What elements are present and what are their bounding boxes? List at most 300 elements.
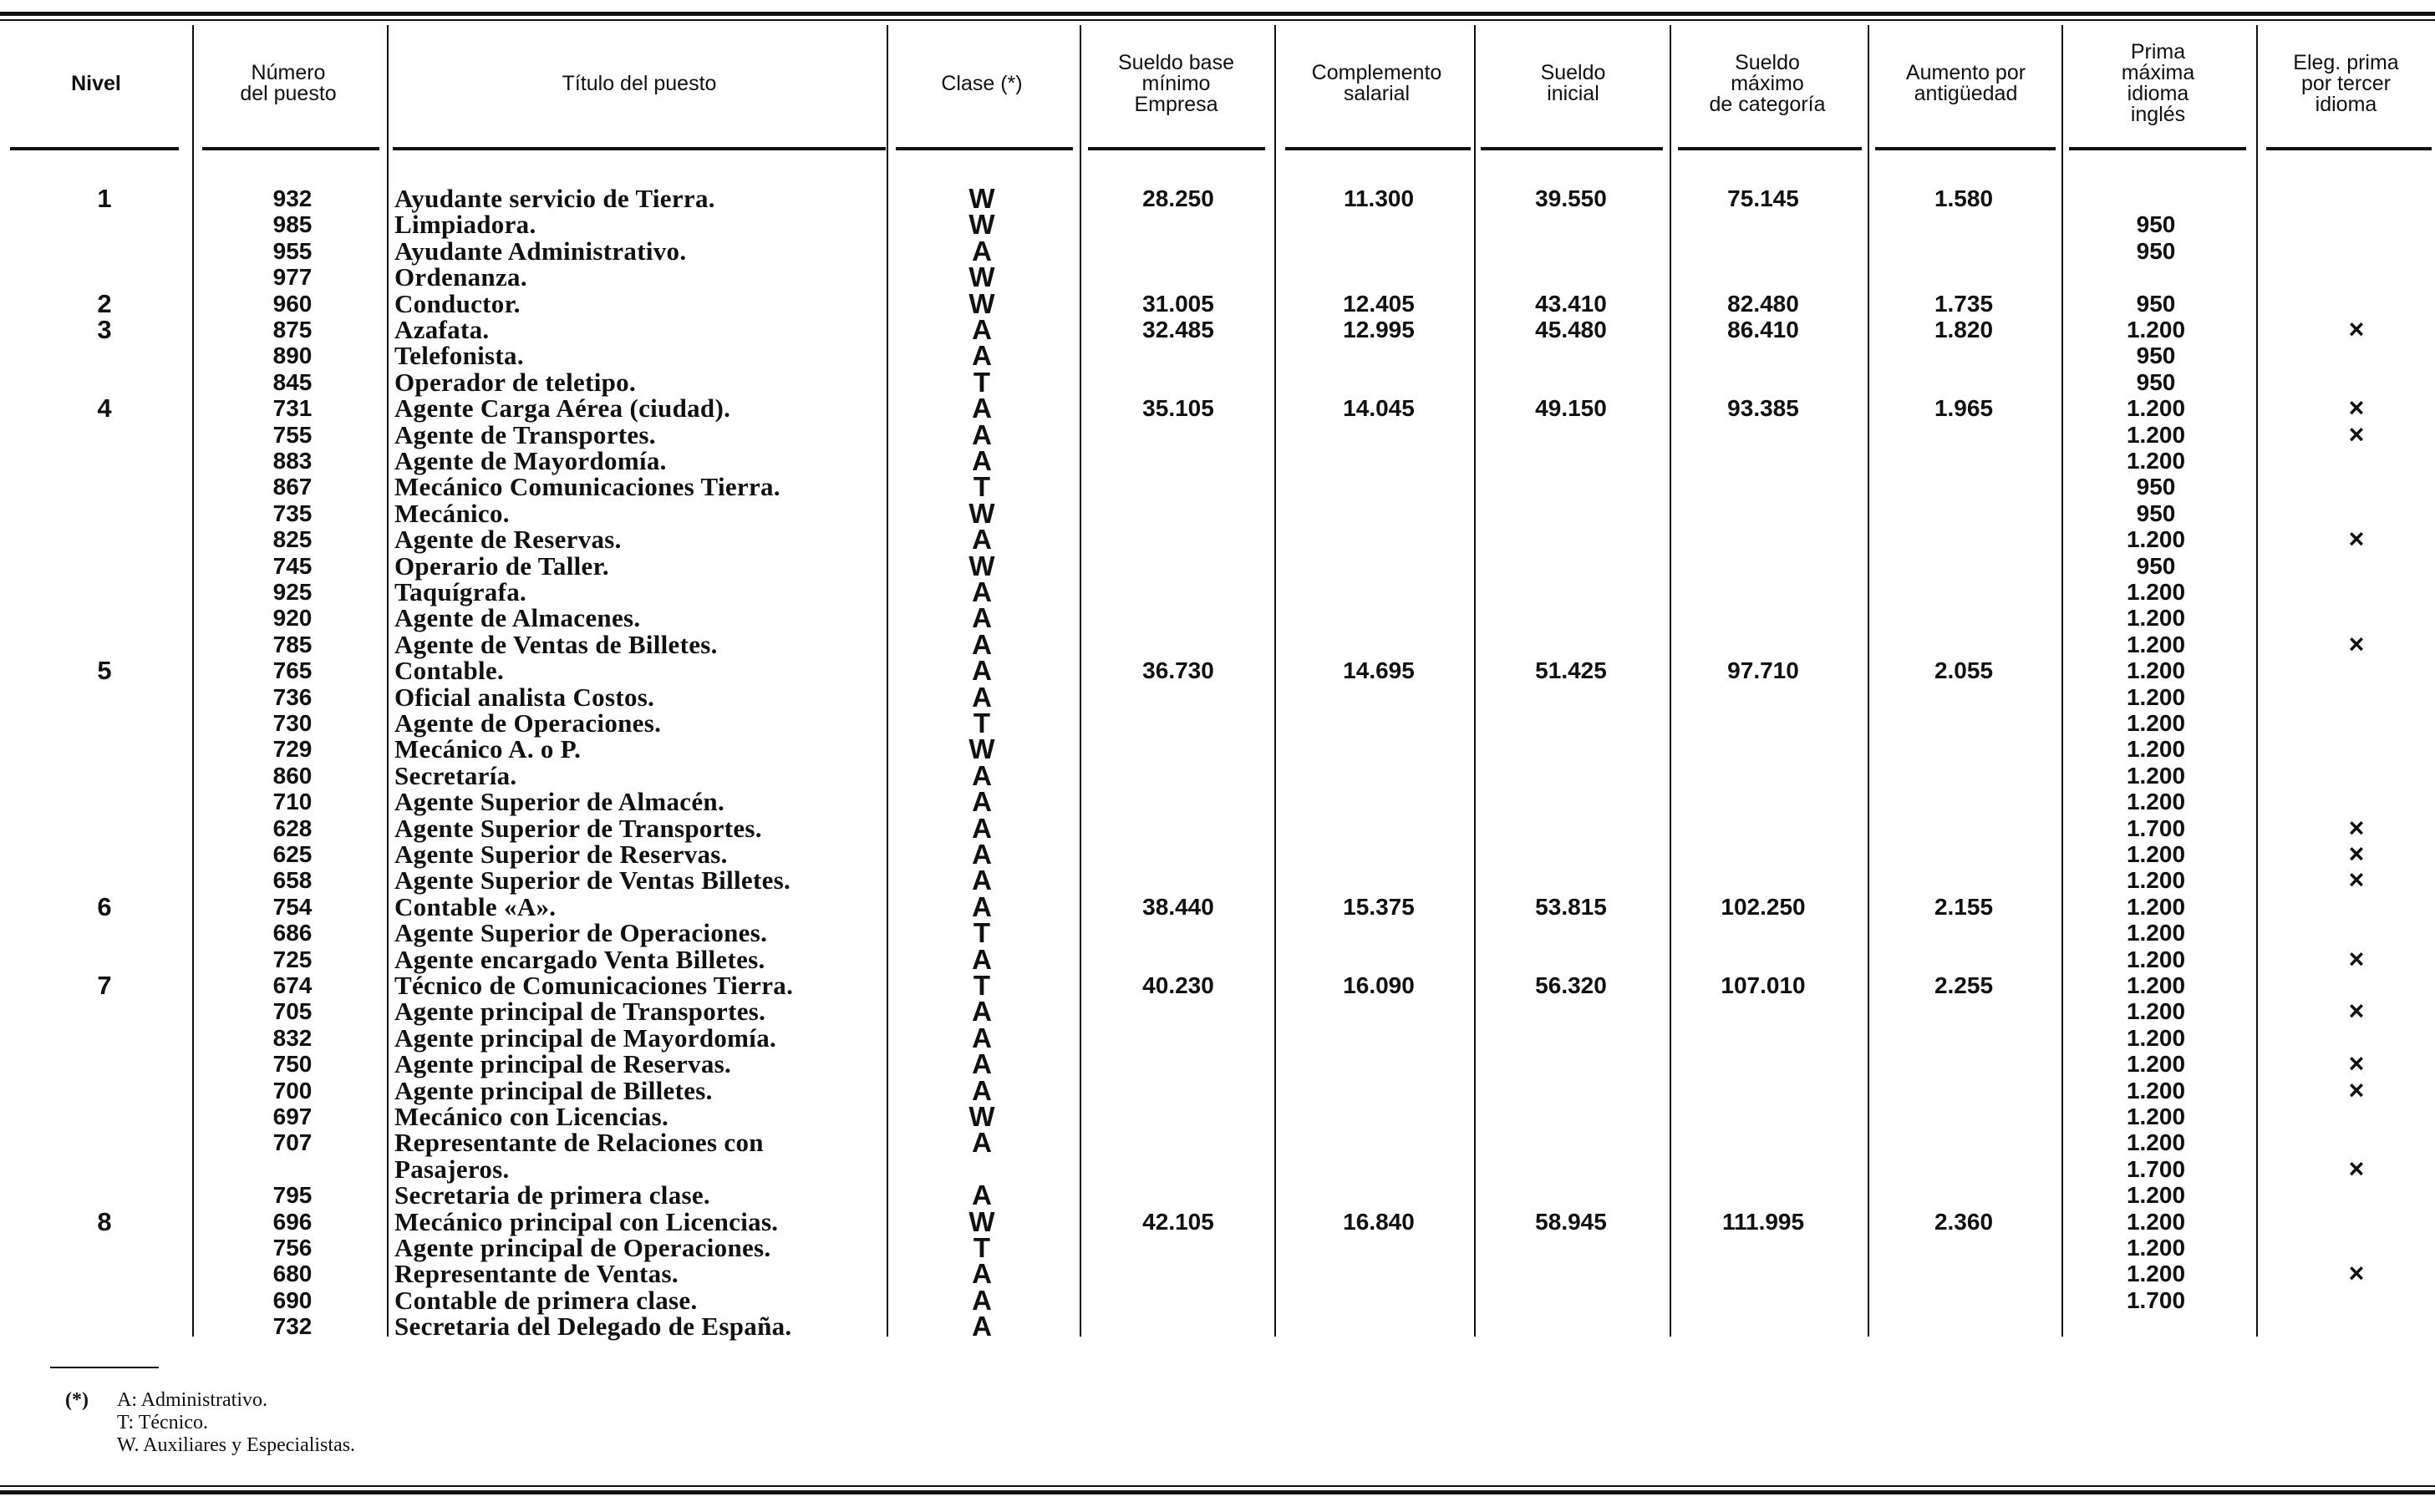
cell-nivel xyxy=(84,342,125,368)
cell-clase: T xyxy=(973,471,991,502)
header-numero: Número del puesto xyxy=(240,61,337,105)
cell-aumento xyxy=(1880,342,2047,368)
cell-sueldo-maximo xyxy=(1680,1104,1847,1129)
table-row xyxy=(0,1048,2435,1079)
cell-aumento xyxy=(1880,238,2047,264)
cell-nivel xyxy=(84,684,125,710)
cell-sueldo-inicial xyxy=(1487,841,1655,867)
cell-aumento: 2.055 xyxy=(1934,657,1994,683)
table-row xyxy=(0,471,2435,502)
cell-nivel xyxy=(84,1078,125,1104)
cell-prima: 1.200 xyxy=(2126,1051,2186,1077)
cell-complemento xyxy=(1295,1261,1462,1286)
cell-sueldo-maximo xyxy=(1680,1261,1847,1286)
cell-prima: 1.700 xyxy=(2126,1156,2186,1182)
cell-aumento xyxy=(1880,1078,2047,1104)
cell-sueldo-maximo xyxy=(1680,605,1847,631)
cell-complemento xyxy=(1295,736,1462,762)
cell-numero: 731 xyxy=(272,395,313,421)
cell-eleg-mark xyxy=(2315,238,2398,264)
header-nivel: Nivel xyxy=(71,71,121,95)
cell-eleg-mark xyxy=(2315,185,2398,211)
cell-sueldo-maximo xyxy=(1680,710,1847,736)
cell-numero: 680 xyxy=(272,1261,313,1286)
header-sueldo-inicial: Sueldo inicial xyxy=(1540,61,1606,105)
cell-sueldo-inicial xyxy=(1487,211,1655,237)
cell-sueldo-maximo xyxy=(1680,448,1847,474)
cell-complemento xyxy=(1295,553,1462,579)
cell-eleg-mark xyxy=(2315,1287,2398,1313)
cell-aumento xyxy=(1880,841,2047,867)
cell-clase: T xyxy=(973,367,991,398)
cell-aumento xyxy=(1880,1182,2047,1208)
cell-sueldo-base xyxy=(1095,1156,1262,1182)
cell-sueldo-maximo xyxy=(1680,1287,1847,1313)
cell-eleg-mark xyxy=(2315,500,2398,526)
table-row xyxy=(0,1022,2435,1053)
cell-numero: 625 xyxy=(272,841,313,867)
cell-titulo: Técnico de Comunicaciones Tierra. xyxy=(394,971,794,1000)
cell-sueldo-maximo xyxy=(1680,1235,1847,1261)
cell-clase: W xyxy=(968,498,995,529)
cell-sueldo-inicial xyxy=(1487,500,1655,526)
cell-complemento xyxy=(1295,684,1462,710)
cell-clase: W xyxy=(968,1206,995,1237)
cell-clase xyxy=(944,1156,1019,1182)
cell-complemento: 11.300 xyxy=(1343,185,1415,211)
cell-titulo: Azafata. xyxy=(394,315,490,344)
cell-complemento xyxy=(1295,841,1462,867)
cell-prima xyxy=(2072,185,2239,211)
cell-clase: A xyxy=(972,340,992,371)
cell-numero: 955 xyxy=(272,238,313,264)
cell-sueldo-inicial xyxy=(1487,448,1655,474)
cell-aumento xyxy=(1880,474,2047,500)
cell-clase: A xyxy=(972,629,992,660)
cell-nivel: 1 xyxy=(97,184,112,213)
cell-sueldo-base xyxy=(1095,867,1262,893)
cell-sueldo-maximo xyxy=(1680,474,1847,500)
cell-titulo: Contable «A». xyxy=(394,892,557,921)
table-row xyxy=(0,1156,2435,1182)
cell-numero: 690 xyxy=(272,1287,313,1313)
cell-sueldo-base xyxy=(1095,1078,1262,1104)
cell-eleg-mark xyxy=(2315,684,2398,710)
cell-numero: 628 xyxy=(272,815,313,841)
cell-complemento xyxy=(1295,448,1462,474)
cell-sueldo-inicial xyxy=(1487,998,1655,1024)
cell-complemento xyxy=(1295,605,1462,631)
cell-aumento xyxy=(1880,998,2047,1024)
footnote-rule xyxy=(50,1367,159,1368)
cell-aumento xyxy=(1880,369,2047,395)
cell-complemento: 16.090 xyxy=(1343,972,1415,998)
cell-sueldo-maximo: 102.250 xyxy=(1721,894,1806,920)
cell-sueldo-base xyxy=(1095,422,1262,448)
cell-aumento xyxy=(1880,1129,2047,1155)
cell-nivel xyxy=(84,264,125,290)
header-sueldo-base: Sueldo base mínimo Empresa xyxy=(1117,50,1234,116)
cell-prima: 1.200 xyxy=(2126,1209,2186,1235)
cell-numero: 925 xyxy=(272,579,313,605)
cell-aumento xyxy=(1880,1235,2047,1261)
cell-complemento xyxy=(1295,211,1462,237)
cell-complemento xyxy=(1295,1313,1462,1339)
cell-numero: 750 xyxy=(272,1051,313,1077)
cell-clase: A xyxy=(972,944,992,975)
cell-complemento xyxy=(1295,474,1462,500)
cell-nivel xyxy=(84,1235,125,1261)
cell-sueldo-inicial xyxy=(1487,264,1655,290)
cell-titulo: Agente de Operaciones. xyxy=(394,708,662,738)
table-row xyxy=(0,367,2435,398)
cell-sueldo-maximo xyxy=(1680,998,1847,1024)
cell-prima: 950 xyxy=(2136,553,2176,579)
cell-aumento xyxy=(1880,448,2047,474)
cell-complemento xyxy=(1295,369,1462,395)
cell-titulo: Agente de Ventas de Billetes. xyxy=(394,630,718,659)
cell-sueldo-base: 40.230 xyxy=(1142,972,1214,998)
cell-sueldo-base xyxy=(1095,1261,1262,1286)
table-row xyxy=(0,238,2435,264)
footnote-line: W. Auxiliares y Especialistas. xyxy=(117,1434,356,1456)
cell-nivel: 5 xyxy=(97,656,112,685)
cell-aumento xyxy=(1880,1287,2047,1313)
cell-clase: A xyxy=(972,236,992,266)
cell-numero: 785 xyxy=(272,632,313,657)
cell-titulo: Mecánico Comunicaciones Tierra. xyxy=(394,472,780,501)
table-row xyxy=(0,839,2435,870)
cell-sueldo-inicial: 43.410 xyxy=(1535,291,1607,317)
cell-clase: A xyxy=(972,1180,992,1210)
cell-titulo: Pasajeros. xyxy=(394,1154,510,1184)
cell-prima: 1.200 xyxy=(2126,736,2186,762)
cell-sueldo-inicial: 53.815 xyxy=(1535,894,1607,920)
cell-sueldo-inicial xyxy=(1487,736,1655,762)
cell-prima: 1.200 xyxy=(2126,448,2186,474)
header-titulo: Título del puesto xyxy=(562,71,717,95)
cell-titulo: Conductor. xyxy=(394,289,521,318)
cell-numero: 696 xyxy=(272,1209,313,1235)
cell-clase: W xyxy=(968,288,995,319)
cell-titulo: Agente principal de Mayordomía. xyxy=(394,1023,777,1053)
header-underline xyxy=(1481,147,1663,150)
cell-sueldo-base xyxy=(1095,815,1262,841)
footnote-line: T: Técnico. xyxy=(117,1412,208,1433)
cell-complemento xyxy=(1295,1129,1462,1155)
cell-sueldo-inicial xyxy=(1487,526,1655,552)
cell-prima: 1.200 xyxy=(2126,684,2186,710)
cell-titulo: Agente principal de Billetes. xyxy=(394,1076,713,1105)
cell-eleg-mark: × xyxy=(2348,419,2365,449)
cell-nivel xyxy=(84,1156,125,1182)
cell-eleg-mark xyxy=(2315,579,2398,605)
cell-eleg-mark: × xyxy=(2348,393,2365,423)
table-row xyxy=(0,1285,2435,1316)
cell-numero xyxy=(226,1156,359,1182)
cell-numero: 825 xyxy=(272,526,313,552)
table-row xyxy=(0,1311,2435,1342)
cell-prima: 950 xyxy=(2136,369,2176,395)
cell-sueldo-maximo xyxy=(1680,342,1847,368)
cell-sueldo-base xyxy=(1095,553,1262,579)
cell-clase: A xyxy=(972,813,992,844)
cell-complemento: 14.045 xyxy=(1343,395,1415,421)
cell-complemento xyxy=(1295,867,1462,893)
cell-sueldo-base xyxy=(1095,841,1262,867)
cell-eleg-mark: × xyxy=(2348,524,2365,554)
cell-prima: 1.200 xyxy=(2126,789,2186,814)
cell-complemento xyxy=(1295,789,1462,814)
cell-sueldo-inicial xyxy=(1487,946,1655,972)
cell-complemento xyxy=(1295,342,1462,368)
cell-eleg-mark xyxy=(2315,553,2398,579)
cell-aumento xyxy=(1880,526,2047,552)
cell-aumento xyxy=(1880,1025,2047,1051)
cell-aumento xyxy=(1880,736,2047,762)
cell-sueldo-maximo xyxy=(1680,264,1847,290)
cell-complemento xyxy=(1295,579,1462,605)
cell-complemento xyxy=(1295,264,1462,290)
bottom-rule-thin xyxy=(0,1485,2435,1487)
cell-aumento: 1.735 xyxy=(1934,291,1994,317)
cell-sueldo-base xyxy=(1095,500,1262,526)
cell-sueldo-maximo: 97.710 xyxy=(1727,657,1799,683)
cell-sueldo-inicial xyxy=(1487,1078,1655,1104)
cell-prima: 1.200 xyxy=(2126,894,2186,920)
cell-titulo: Secretaria del Delegado de España. xyxy=(394,1312,792,1341)
cell-sueldo-maximo xyxy=(1680,1129,1847,1155)
cell-prima: 1.200 xyxy=(2126,422,2186,448)
cell-prima: 1.200 xyxy=(2126,395,2186,421)
cell-eleg-mark xyxy=(2315,1025,2398,1051)
cell-sueldo-base xyxy=(1095,1104,1262,1129)
cell-titulo: Agente Superior de Transportes. xyxy=(394,814,762,843)
cell-titulo: Agente de Mayordomía. xyxy=(394,446,667,475)
cell-sueldo-inicial xyxy=(1487,1025,1655,1051)
cell-prima: 1.200 xyxy=(2126,579,2186,605)
cell-aumento xyxy=(1880,1313,2047,1339)
cell-numero: 765 xyxy=(272,657,313,683)
cell-sueldo-maximo xyxy=(1680,1182,1847,1208)
cell-sueldo-base xyxy=(1095,1235,1262,1261)
cell-numero: 658 xyxy=(272,867,313,893)
cell-aumento xyxy=(1880,553,2047,579)
cell-titulo: Telefonista. xyxy=(394,341,524,370)
cell-sueldo-base xyxy=(1095,632,1262,657)
cell-prima xyxy=(2072,1313,2239,1339)
cell-eleg-mark: × xyxy=(2348,1048,2365,1078)
cell-aumento xyxy=(1880,1051,2047,1077)
header-underline xyxy=(2069,147,2246,150)
header-complemento: Complemento salarial xyxy=(1311,61,1442,105)
cell-nivel: 3 xyxy=(97,315,112,344)
cell-clase: W xyxy=(968,733,995,764)
cell-sueldo-maximo: 93.385 xyxy=(1727,395,1799,421)
table-row xyxy=(0,524,2435,555)
cell-numero: 860 xyxy=(272,763,313,789)
cell-numero: 960 xyxy=(272,291,313,317)
cell-clase: A xyxy=(972,996,992,1027)
cell-eleg-mark xyxy=(2315,448,2398,474)
cell-prima xyxy=(2072,264,2239,290)
cell-aumento xyxy=(1880,1156,2047,1182)
table-row xyxy=(0,209,2435,240)
cell-prima: 1.200 xyxy=(2126,920,2186,946)
cell-complemento xyxy=(1295,526,1462,552)
cell-numero: 729 xyxy=(272,736,313,762)
cell-clase: A xyxy=(972,865,992,896)
cell-sueldo-maximo xyxy=(1680,500,1847,526)
cell-nivel xyxy=(84,789,125,814)
cell-prima: 1.200 xyxy=(2126,1078,2186,1104)
cell-complemento xyxy=(1295,920,1462,946)
cell-prima: 1.200 xyxy=(2126,998,2186,1024)
cell-sueldo-inicial xyxy=(1487,1287,1655,1313)
cell-sueldo-maximo xyxy=(1680,841,1847,867)
cell-sueldo-inicial xyxy=(1487,605,1655,631)
cell-sueldo-inicial xyxy=(1487,579,1655,605)
cell-sueldo-base xyxy=(1095,1182,1262,1208)
cell-nivel: 2 xyxy=(97,289,112,318)
cell-sueldo-inicial xyxy=(1487,1129,1655,1155)
cell-sueldo-base xyxy=(1095,211,1262,237)
cell-prima: 1.200 xyxy=(2126,841,2186,867)
cell-complemento xyxy=(1295,946,1462,972)
cell-aumento: 1.820 xyxy=(1934,317,1994,342)
cell-numero: 725 xyxy=(272,946,313,972)
cell-titulo: Secretaría. xyxy=(394,761,517,790)
cell-nivel xyxy=(84,369,125,395)
cell-sueldo-inicial: 58.945 xyxy=(1535,1209,1607,1235)
cell-clase: A xyxy=(972,1048,992,1079)
cell-sueldo-inicial: 51.425 xyxy=(1535,657,1607,683)
cell-titulo: Agente principal de Reservas. xyxy=(394,1049,732,1078)
cell-complemento xyxy=(1295,1051,1462,1077)
cell-eleg-mark xyxy=(2315,605,2398,631)
cell-numero: 883 xyxy=(272,448,313,474)
cell-prima: 1.200 xyxy=(2126,1129,2186,1155)
cell-aumento: 2.255 xyxy=(1934,972,1994,998)
cell-nivel xyxy=(84,1104,125,1129)
cell-sueldo-inicial xyxy=(1487,684,1655,710)
cell-clase: A xyxy=(972,839,992,870)
cell-clase: W xyxy=(968,261,995,292)
cell-sueldo-maximo: 75.145 xyxy=(1727,185,1799,211)
table-row xyxy=(0,445,2435,476)
cell-sueldo-inicial xyxy=(1487,1235,1655,1261)
cell-nivel xyxy=(84,920,125,946)
cell-sueldo-base xyxy=(1095,526,1262,552)
cell-sueldo-inicial xyxy=(1487,815,1655,841)
cell-eleg-mark xyxy=(2315,894,2398,920)
cell-sueldo-base xyxy=(1095,1129,1262,1155)
cell-titulo: Taquígrafa. xyxy=(394,577,527,606)
cell-sueldo-maximo xyxy=(1680,579,1847,605)
cell-aumento xyxy=(1880,264,2047,290)
table-row xyxy=(0,419,2435,450)
cell-eleg-mark xyxy=(2315,1235,2398,1261)
cell-sueldo-inicial xyxy=(1487,1156,1655,1182)
cell-sueldo-base xyxy=(1095,1051,1262,1077)
cell-sueldo-maximo xyxy=(1680,920,1847,946)
cell-sueldo-maximo: 107.010 xyxy=(1721,972,1806,998)
cell-numero: 756 xyxy=(272,1235,313,1261)
cell-sueldo-maximo xyxy=(1680,867,1847,893)
cell-aumento xyxy=(1880,684,2047,710)
cell-nivel: 4 xyxy=(97,393,112,423)
cell-clase: A xyxy=(972,1258,992,1289)
cell-prima: 950 xyxy=(2136,238,2176,264)
cell-numero: 736 xyxy=(272,684,313,710)
cell-clase: T xyxy=(973,917,991,948)
cell-eleg-mark: × xyxy=(2348,1258,2365,1288)
cell-complemento xyxy=(1295,710,1462,736)
cell-nivel: 7 xyxy=(97,971,112,1000)
cell-sueldo-inicial xyxy=(1487,763,1655,789)
cell-numero: 985 xyxy=(272,211,313,237)
cell-titulo: Representante de Ventas. xyxy=(394,1259,679,1288)
cell-sueldo-inicial xyxy=(1487,710,1655,736)
table-row xyxy=(0,1206,2435,1237)
cell-numero: 977 xyxy=(272,264,313,290)
cell-clase: A xyxy=(972,760,992,791)
cell-prima: 1.200 xyxy=(2126,526,2186,552)
header-sueldo-maximo: Sueldo máximo de categoría xyxy=(1709,50,1826,116)
cell-eleg-mark: × xyxy=(2348,865,2365,895)
cell-titulo: Mecánico con Licencias. xyxy=(394,1102,669,1131)
cell-prima: 1.200 xyxy=(2126,657,2186,683)
cell-nivel xyxy=(84,422,125,448)
cell-clase: A xyxy=(972,524,992,555)
table-row xyxy=(0,996,2435,1027)
cell-clase: T xyxy=(973,708,991,738)
cell-sueldo-inicial: 45.480 xyxy=(1535,317,1607,342)
cell-numero: 754 xyxy=(272,894,313,920)
cell-prima: 1.200 xyxy=(2126,867,2186,893)
cell-prima: 1.200 xyxy=(2126,1261,2186,1286)
cell-sueldo-base: 32.485 xyxy=(1142,317,1214,342)
header-underline xyxy=(202,147,379,150)
cell-sueldo-inicial xyxy=(1487,1182,1655,1208)
cell-sueldo-maximo xyxy=(1680,946,1847,972)
cell-nivel xyxy=(84,1025,125,1051)
cell-prima: 1.200 xyxy=(2126,632,2186,657)
cell-complemento xyxy=(1295,422,1462,448)
cell-titulo: Agente de Reservas. xyxy=(394,525,622,554)
cell-sueldo-base xyxy=(1095,1313,1262,1339)
cell-sueldo-base: 35.105 xyxy=(1142,395,1214,421)
cell-eleg-mark xyxy=(2315,972,2398,998)
cell-titulo: Agente Superior de Ventas Billetes. xyxy=(394,865,791,895)
table-row xyxy=(0,498,2435,529)
cell-sueldo-maximo xyxy=(1680,1025,1847,1051)
footnote-line: A: Administrativo. xyxy=(117,1389,267,1411)
cell-sueldo-base xyxy=(1095,579,1262,605)
cell-sueldo-maximo: 82.480 xyxy=(1727,291,1799,317)
cell-prima: 950 xyxy=(2136,211,2176,237)
table-row xyxy=(0,786,2435,817)
table-row xyxy=(0,1182,2435,1208)
cell-complemento: 14.695 xyxy=(1343,657,1415,683)
table-row xyxy=(0,813,2435,844)
bottom-rule-thick xyxy=(0,1490,2435,1494)
cell-sueldo-inicial: 49.150 xyxy=(1535,395,1607,421)
table-row xyxy=(0,1075,2435,1106)
cell-eleg-mark xyxy=(2315,789,2398,814)
cell-aumento xyxy=(1880,422,2047,448)
cell-sueldo-base xyxy=(1095,763,1262,789)
